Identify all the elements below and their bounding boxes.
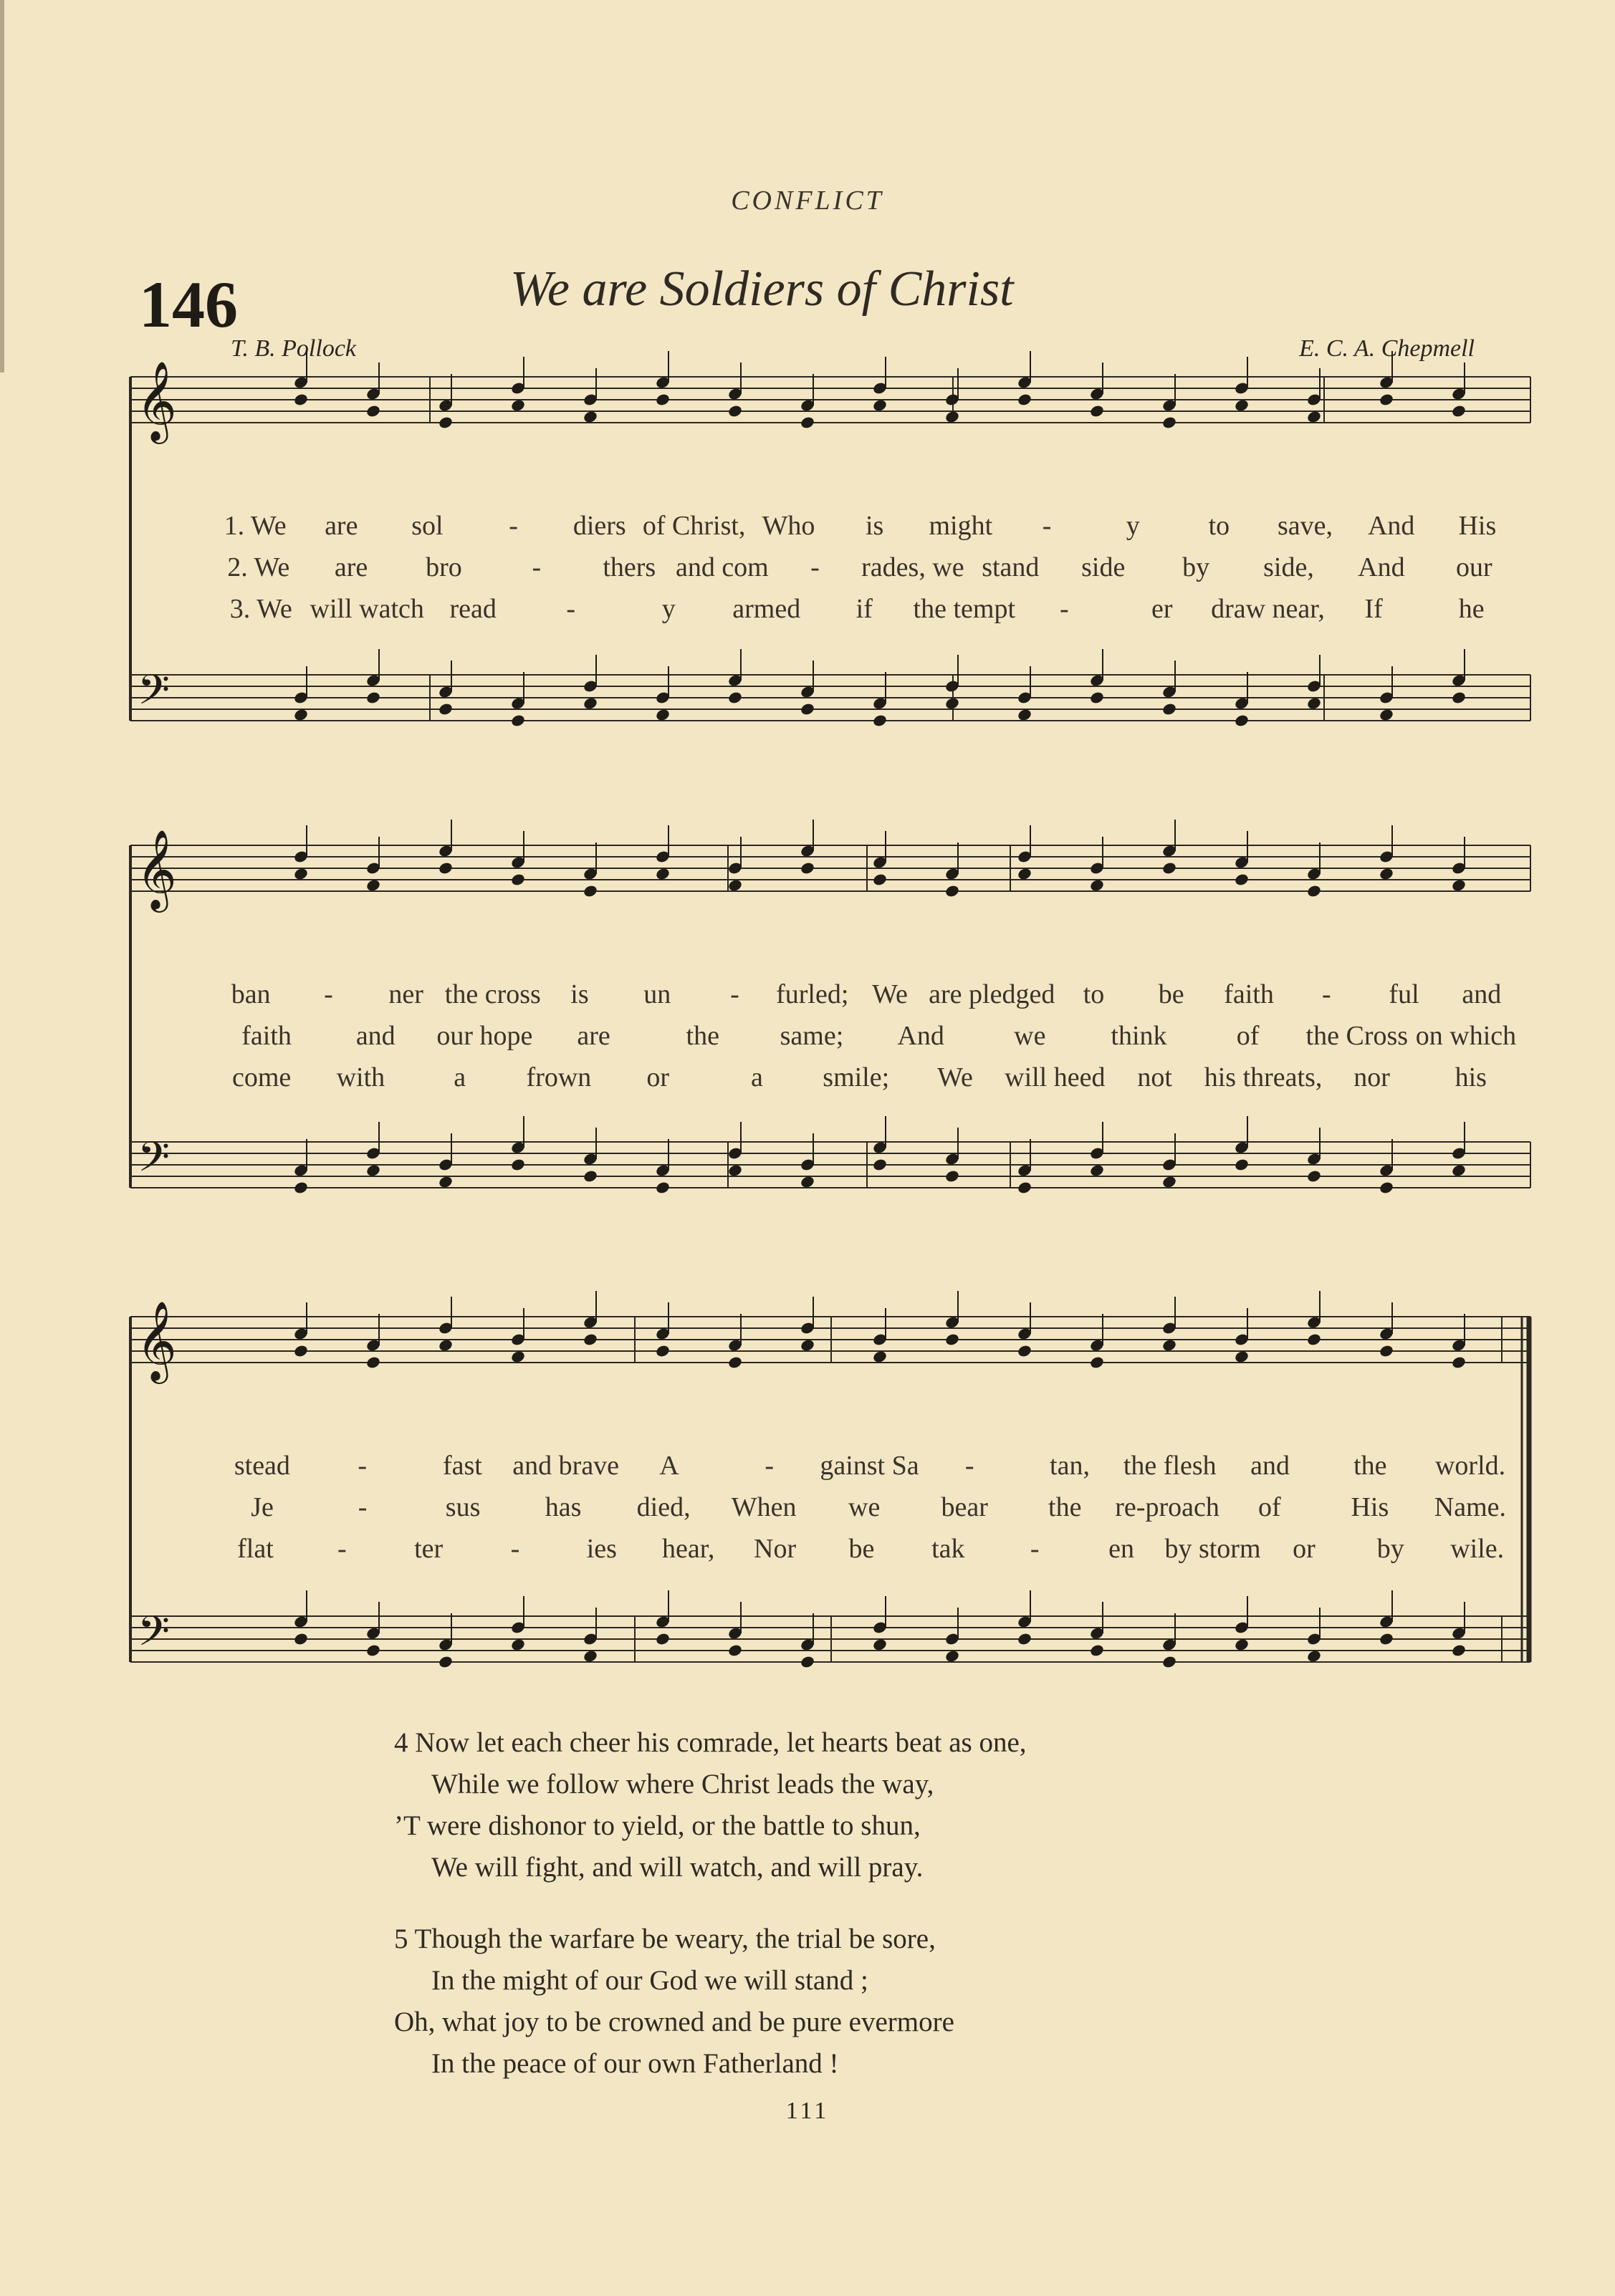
- system-3-lyrics: [212, 1450, 1520, 1575]
- lyric-syllable: -: [566, 594, 576, 624]
- lyric-syllable: will heed: [1005, 1062, 1106, 1092]
- lyric-syllable: Who: [762, 511, 815, 541]
- lyric-syllable: en: [1108, 1534, 1134, 1564]
- lyric-syllable: by storm: [1164, 1534, 1261, 1564]
- lyric-syllable: smile;: [823, 1062, 890, 1092]
- lyric-syllable: un: [643, 979, 671, 1009]
- lyric-syllable: fast: [442, 1451, 482, 1481]
- lyric-syllable: -: [509, 511, 518, 541]
- lyric-syllable: -: [510, 1534, 520, 1564]
- lyric-syllable: by: [1182, 552, 1210, 582]
- notehead: [1234, 714, 1250, 728]
- lyric-syllable: tak: [931, 1534, 965, 1564]
- lyric-syllable: ban: [231, 979, 271, 1009]
- lyric-syllable: nor: [1353, 1062, 1390, 1092]
- lyric-syllable: 1. We: [224, 511, 287, 541]
- notehead: [1017, 1344, 1032, 1358]
- lyric-syllable: ner: [388, 979, 423, 1009]
- lyric-line: [212, 552, 1520, 593]
- lyric-line: [212, 510, 1520, 552]
- notehead: [293, 1344, 309, 1358]
- bass-clef-icon: 𝄢: [138, 1133, 171, 1191]
- lyric-syllable: gainst Sa: [820, 1451, 919, 1481]
- notehead: [1234, 873, 1250, 887]
- lyric-syllable: will watch: [310, 594, 424, 624]
- lyric-syllable: of: [1236, 1021, 1260, 1051]
- lyric-syllable: -: [964, 1451, 974, 1481]
- lyric-syllable: -: [1059, 594, 1069, 624]
- notehead: [800, 416, 815, 430]
- lyric-syllable: are: [334, 552, 368, 582]
- lyric-syllable: draw near,: [1211, 594, 1325, 624]
- lyric-syllable: -: [358, 1492, 368, 1522]
- lyric-syllable: are pledged: [929, 979, 1055, 1009]
- lyric-syllable: the: [1048, 1492, 1082, 1522]
- lyric-syllable: If: [1364, 594, 1383, 624]
- notehead: [510, 1158, 526, 1172]
- lyric-syllable: ies: [586, 1534, 617, 1564]
- treble-clef-icon: 𝄞: [136, 360, 177, 441]
- lyric-line: [212, 1062, 1520, 1103]
- lyric-syllable: his: [1455, 1062, 1487, 1092]
- lyric-syllable: -: [532, 552, 542, 582]
- lyric-syllable: -: [810, 552, 820, 582]
- notehead: [1306, 1169, 1322, 1183]
- lyric-syllable: the: [1353, 1451, 1387, 1481]
- lyric-syllable: same;: [780, 1021, 844, 1051]
- lyric-syllable: His: [1351, 1492, 1389, 1522]
- lyric-syllable: and: [355, 1021, 396, 1051]
- lyric-syllable: sus: [445, 1492, 481, 1522]
- lyric-syllable: be: [848, 1534, 875, 1564]
- stanza-line: 4 Now let each cheer his comrade, let hearts beat as one,: [394, 1727, 1027, 1758]
- lyric-syllable: the tempt: [913, 594, 1016, 624]
- author-credit: T. B. Pollock: [231, 335, 356, 362]
- lyric-syllable: stand: [982, 552, 1040, 582]
- notehead: [1379, 393, 1394, 407]
- notehead: [655, 1181, 671, 1195]
- lyric-syllable: the Cross: [1305, 1021, 1409, 1051]
- lyric-syllable: 2. We: [227, 552, 290, 582]
- notehead: [1089, 691, 1105, 705]
- lyric-syllable: and com: [675, 552, 769, 582]
- lyric-syllable: stead: [234, 1451, 290, 1481]
- notehead: [1161, 702, 1177, 716]
- notehead: [1089, 1355, 1105, 1370]
- lyric-syllable: is: [570, 979, 589, 1009]
- notehead: [1089, 1643, 1105, 1658]
- stanza-line: Oh, what joy to be crowned and be pure evermore: [394, 2007, 954, 2037]
- lyric-syllable: -: [1030, 1534, 1040, 1564]
- stanza-4: [394, 1722, 1027, 1888]
- lyric-syllable: on which: [1415, 1021, 1517, 1051]
- hymn-title: We are Soldiers of Christ: [510, 261, 1014, 317]
- lyric-syllable: be: [1158, 979, 1184, 1009]
- notehead: [1017, 393, 1032, 407]
- stanza-line: 5 Though the warfare be weary, the trial be sore,: [394, 1923, 936, 1954]
- lyric-syllable: thers: [603, 552, 656, 582]
- lyric-syllable: the: [686, 1021, 719, 1051]
- system-2-lyrics: [212, 979, 1520, 1103]
- notehead: [293, 393, 309, 407]
- lyric-syllable: the flesh: [1123, 1451, 1217, 1481]
- notehead: [1379, 1344, 1394, 1358]
- lyric-syllable: faith: [241, 1021, 292, 1051]
- notehead: [583, 1169, 598, 1183]
- lyric-syllable: -: [730, 979, 739, 1009]
- lyric-syllable: 3. We: [229, 594, 292, 624]
- lyric-syllable: rades, we: [861, 552, 964, 582]
- notehead: [1451, 1355, 1467, 1370]
- lyric-syllable: And: [897, 1021, 944, 1051]
- lyric-syllable: Je: [251, 1492, 274, 1522]
- lyric-syllable: -: [1042, 511, 1052, 541]
- notehead: [1089, 404, 1105, 418]
- stanza-line: In the peace of our own Fatherland !: [431, 2048, 839, 2079]
- notehead: [800, 702, 815, 716]
- page-number: 111: [785, 2098, 830, 2124]
- stanza-5: [394, 1918, 954, 2085]
- stanza-line: While we follow where Christ leads the way,: [431, 1769, 934, 1800]
- lyric-syllable: are: [325, 511, 358, 541]
- lyric-syllable: sol: [411, 511, 444, 541]
- lyric-syllable: y: [661, 594, 676, 624]
- lyric-syllable: we: [1014, 1021, 1046, 1051]
- lyric-syllable: faith: [1224, 979, 1274, 1009]
- lyric-syllable: hear,: [662, 1534, 715, 1564]
- notehead: [293, 1632, 309, 1646]
- lyric-syllable: is: [866, 511, 884, 541]
- lyric-syllable: side,: [1263, 552, 1314, 582]
- notehead: [1379, 1632, 1394, 1646]
- stanza-line: We will fight, and will watch, and will pray.: [431, 1852, 924, 1883]
- notehead: [655, 393, 671, 407]
- lyric-syllable: Nor: [754, 1534, 797, 1564]
- lyric-syllable: are: [577, 1021, 610, 1051]
- notehead: [365, 691, 381, 705]
- treble-clef-icon: 𝄞: [136, 1300, 177, 1380]
- lyric-syllable: a: [454, 1062, 466, 1092]
- lyric-line: [212, 979, 1520, 1020]
- lyric-syllable: we: [848, 1492, 881, 1522]
- lyric-syllable: to: [1083, 979, 1105, 1009]
- lyric-syllable: re-proach: [1115, 1492, 1219, 1522]
- notehead: [727, 404, 743, 418]
- lyric-syllable: We: [872, 979, 908, 1009]
- lyric-syllable: And: [1367, 511, 1415, 541]
- lyric-syllable: tan,: [1050, 1451, 1090, 1481]
- lyric-syllable: if: [856, 594, 873, 624]
- notehead: [1306, 1332, 1322, 1347]
- notehead: [1451, 1643, 1467, 1658]
- notehead: [944, 1332, 960, 1347]
- notehead: [293, 1181, 309, 1195]
- lyric-syllable: a: [751, 1062, 763, 1092]
- notehead: [1451, 404, 1467, 418]
- notehead: [510, 714, 526, 728]
- system-1-lyrics: [212, 510, 1520, 635]
- lyric-syllable: -: [765, 1451, 775, 1481]
- lyric-syllable: and: [1250, 1451, 1290, 1481]
- notehead: [1379, 1181, 1394, 1195]
- notehead: [727, 1643, 743, 1658]
- lyric-syllable: -: [358, 1451, 367, 1481]
- notehead: [1306, 884, 1322, 898]
- lyric-syllable: or: [646, 1062, 670, 1092]
- notehead: [510, 873, 526, 887]
- lyric-syllable: his threats,: [1204, 1062, 1323, 1092]
- notehead: [1017, 1632, 1032, 1646]
- lyric-syllable: When: [731, 1492, 797, 1522]
- notehead: [1451, 691, 1467, 705]
- notehead: [872, 873, 888, 887]
- lyric-syllable: come: [231, 1062, 292, 1092]
- lyric-syllable: And: [1358, 552, 1405, 582]
- lyric-syllable: -: [337, 1534, 347, 1564]
- notehead: [438, 416, 454, 430]
- notehead: [872, 1158, 888, 1172]
- notehead: [655, 1632, 671, 1646]
- lyric-syllable: flat: [237, 1534, 274, 1564]
- stanza-line: In the might of our God we will stand ;: [431, 1965, 868, 1996]
- lyric-syllable: bro: [426, 552, 462, 582]
- lyric-syllable: or: [1293, 1534, 1316, 1564]
- lyric-syllable: and: [1462, 979, 1502, 1009]
- lyric-syllable: -: [1321, 979, 1331, 1009]
- lyric-line: [212, 1492, 1520, 1533]
- lyric-syllable: the cross: [444, 979, 541, 1009]
- lyric-syllable: y: [1126, 511, 1140, 541]
- lyric-syllable: with: [336, 1062, 385, 1092]
- notehead: [944, 1169, 960, 1183]
- lyric-line: [212, 1450, 1520, 1492]
- lyric-syllable: frown: [526, 1062, 592, 1092]
- notehead: [365, 404, 381, 418]
- lyric-syllable: read: [449, 594, 497, 624]
- bass-clef-icon: 𝄢: [138, 666, 171, 724]
- notehead: [438, 1655, 454, 1669]
- notehead: [365, 1355, 381, 1370]
- lyric-syllable: not: [1137, 1062, 1172, 1092]
- lyric-syllable: might: [929, 511, 993, 541]
- notehead: [800, 861, 815, 875]
- lyric-syllable: died,: [636, 1492, 691, 1522]
- lyric-syllable: by: [1376, 1534, 1404, 1564]
- lyric-syllable: has: [545, 1492, 582, 1522]
- lyric-syllable: our: [1455, 552, 1492, 582]
- section-heading: CONFLICT: [731, 186, 884, 216]
- notehead: [655, 1344, 671, 1358]
- notehead: [1234, 1158, 1250, 1172]
- notehead: [1161, 416, 1177, 430]
- notehead: [727, 691, 743, 705]
- lyric-line: [212, 1020, 1520, 1062]
- hymn-number: 146: [139, 268, 238, 341]
- composer-credit: E. C. A. Chepmell: [1299, 335, 1475, 362]
- lyric-syllable: wile.: [1450, 1534, 1505, 1564]
- lyric-syllable: of: [1258, 1492, 1281, 1522]
- notehead: [1017, 1181, 1032, 1195]
- notehead: [1161, 1655, 1177, 1669]
- lyric-syllable: A: [659, 1451, 679, 1481]
- notehead: [365, 1643, 381, 1658]
- lyric-line: [212, 1533, 1520, 1575]
- notehead: [438, 702, 454, 716]
- lyric-line: [212, 593, 1520, 635]
- notehead: [1161, 861, 1177, 875]
- lyric-syllable: ter: [414, 1534, 444, 1564]
- notehead: [438, 861, 454, 875]
- lyric-syllable: His: [1458, 511, 1497, 541]
- lyric-syllable: ful: [1389, 979, 1419, 1009]
- lyric-syllable: Name.: [1434, 1492, 1507, 1522]
- lyric-syllable: he: [1458, 594, 1485, 624]
- lyric-syllable: our hope: [436, 1021, 533, 1051]
- lyric-syllable: er: [1151, 594, 1173, 624]
- lyric-syllable: furled;: [776, 979, 849, 1009]
- lyric-syllable: diers: [572, 511, 626, 541]
- treble-clef-icon: 𝄞: [136, 829, 177, 909]
- notehead: [583, 1332, 598, 1347]
- notehead: [727, 1355, 743, 1370]
- lyric-syllable: of Christ,: [642, 511, 746, 541]
- lyric-syllable: think: [1111, 1021, 1167, 1051]
- notehead: [800, 1655, 815, 1669]
- lyric-syllable: armed: [732, 594, 801, 624]
- lyric-syllable: and brave: [512, 1451, 620, 1481]
- notehead: [872, 714, 888, 728]
- lyric-syllable: to: [1208, 511, 1230, 541]
- lyric-syllable: world.: [1434, 1451, 1506, 1481]
- stanza-line: ’T were dishonor to yield, or the battle to shun,: [394, 1810, 921, 1841]
- notehead: [944, 884, 960, 898]
- bass-clef-icon: 𝄢: [138, 1607, 171, 1666]
- lyric-syllable: save,: [1278, 511, 1333, 541]
- lyric-syllable: -: [324, 979, 333, 1009]
- lyric-syllable: side: [1081, 552, 1126, 582]
- lyric-syllable: bear: [941, 1492, 988, 1522]
- lyric-syllable: We: [937, 1062, 973, 1092]
- notehead: [583, 884, 598, 898]
